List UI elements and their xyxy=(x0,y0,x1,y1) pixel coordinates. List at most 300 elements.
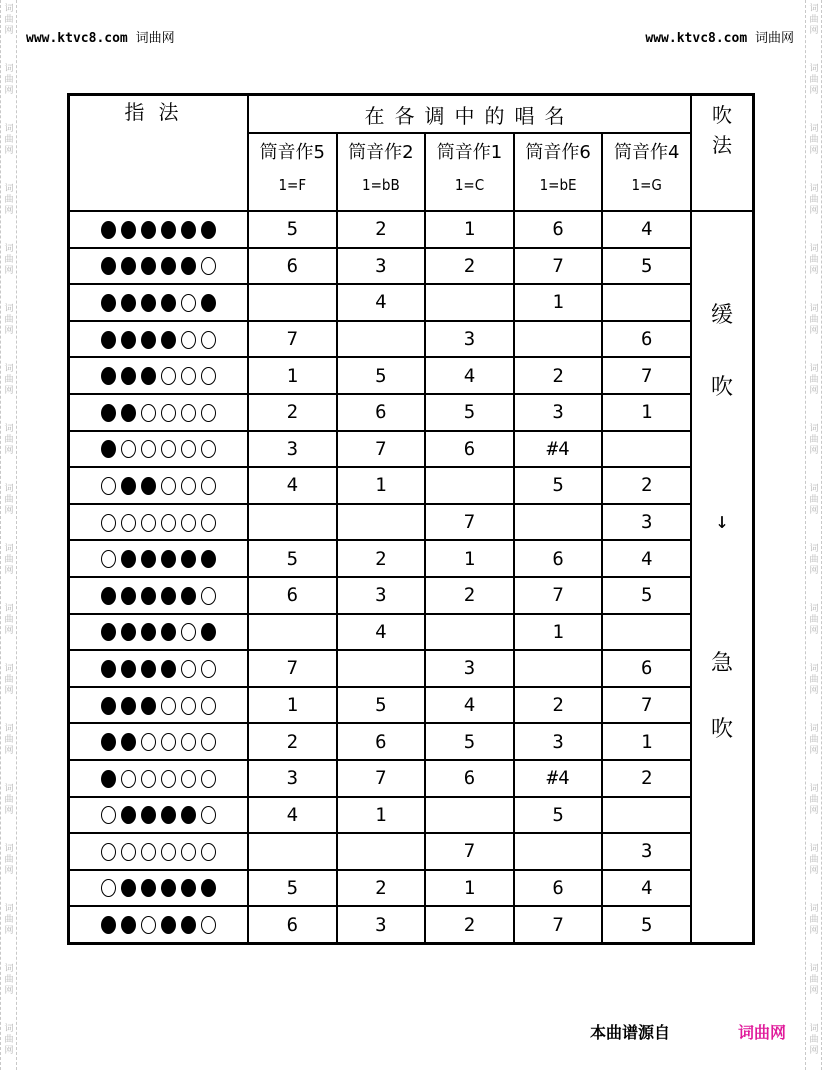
note-cell: 1 xyxy=(248,357,337,394)
fingering-cell xyxy=(69,577,249,614)
table-row xyxy=(69,723,754,760)
note-cell xyxy=(248,504,337,541)
closed-hole-icon xyxy=(121,623,136,641)
closed-hole-icon xyxy=(181,257,196,275)
open-hole-icon xyxy=(121,843,136,861)
note-cell xyxy=(337,833,426,870)
table-row xyxy=(69,248,754,285)
note-cell xyxy=(602,431,691,468)
note-cell: 7 xyxy=(248,321,337,358)
fingering-cell xyxy=(69,833,249,870)
note-cell: 4 xyxy=(602,211,691,248)
closed-hole-icon xyxy=(181,916,196,934)
note-cell: 4 xyxy=(602,540,691,577)
key-header-key: 1=C xyxy=(454,176,485,194)
open-hole-icon xyxy=(201,733,216,751)
open-hole-icon xyxy=(161,770,176,788)
note-cell xyxy=(514,321,603,358)
watermark-mark: 词 曲 网 xyxy=(4,184,14,216)
table-row xyxy=(69,797,754,834)
note-cell: 6 xyxy=(514,211,603,248)
note-cell: 6 xyxy=(514,540,603,577)
closed-hole-icon xyxy=(181,221,196,239)
note-cell xyxy=(514,833,603,870)
table-row xyxy=(69,760,754,797)
note-cell: 2 xyxy=(425,906,514,943)
note-cell: 3 xyxy=(248,760,337,797)
fingering-cell xyxy=(69,467,249,504)
note-cell: 7 xyxy=(337,431,426,468)
open-hole-icon xyxy=(201,806,216,824)
keys-group-header: 在各调中的唱名 xyxy=(248,95,691,134)
key-header-name: 筒音作4 xyxy=(613,142,680,163)
note-cell: 5 xyxy=(248,211,337,248)
closed-hole-icon xyxy=(101,294,116,312)
closed-hole-icon xyxy=(121,916,136,934)
key-header xyxy=(425,133,514,211)
open-hole-icon xyxy=(181,367,196,385)
site-url-left-domain: www.ktvc8.com xyxy=(26,31,128,46)
open-hole-icon xyxy=(201,440,216,458)
closed-hole-icon xyxy=(121,879,136,897)
watermark-mark: 词 曲 网 xyxy=(4,724,14,756)
watermark-mark: 词 曲 网 xyxy=(4,1024,14,1056)
open-hole-icon xyxy=(181,331,196,349)
source-brand-link[interactable]: 词曲网 xyxy=(738,1023,787,1042)
open-hole-icon xyxy=(181,404,196,422)
note-cell: 5 xyxy=(248,870,337,907)
closed-hole-icon xyxy=(181,550,196,568)
open-hole-icon xyxy=(201,587,216,605)
watermark-mark: 词 曲 网 xyxy=(809,844,819,876)
fingering-cell xyxy=(69,650,249,687)
note-cell: 5 xyxy=(425,394,514,431)
key-header xyxy=(337,133,426,211)
closed-hole-icon xyxy=(141,294,156,312)
key-header-key: 1=G xyxy=(631,176,662,194)
key-header-key: 1=F xyxy=(278,176,307,194)
closed-hole-icon xyxy=(201,879,216,897)
key-header xyxy=(514,133,603,211)
open-hole-icon xyxy=(141,440,156,458)
open-hole-icon xyxy=(181,623,196,641)
table-row xyxy=(69,833,754,870)
closed-hole-icon xyxy=(181,587,196,605)
closed-hole-icon xyxy=(161,550,176,568)
note-cell: 1 xyxy=(602,394,691,431)
note-cell: 7 xyxy=(514,248,603,285)
closed-hole-icon xyxy=(161,587,176,605)
table-row xyxy=(69,577,754,614)
table-row xyxy=(69,504,754,541)
note-cell xyxy=(514,650,603,687)
note-cell xyxy=(425,614,514,651)
note-cell: 1 xyxy=(425,870,514,907)
note-cell: 2 xyxy=(425,248,514,285)
note-cell: 3 xyxy=(425,650,514,687)
closed-hole-icon xyxy=(101,257,116,275)
note-cell: 7 xyxy=(425,504,514,541)
table-row xyxy=(69,394,754,431)
closed-hole-icon xyxy=(141,660,156,678)
note-cell: 6 xyxy=(425,760,514,797)
open-hole-icon xyxy=(161,404,176,422)
closed-hole-icon xyxy=(121,660,136,678)
note-cell xyxy=(425,797,514,834)
note-cell: 1 xyxy=(514,614,603,651)
open-hole-icon xyxy=(161,697,176,715)
left-watermark-strip xyxy=(0,0,17,1070)
closed-hole-icon xyxy=(121,257,136,275)
note-cell: 4 xyxy=(602,870,691,907)
note-cell: 5 xyxy=(337,687,426,724)
note-cell: 5 xyxy=(425,723,514,760)
closed-hole-icon xyxy=(201,221,216,239)
key-header xyxy=(602,133,691,211)
closed-hole-icon xyxy=(101,660,116,678)
note-cell: 1 xyxy=(425,540,514,577)
open-hole-icon xyxy=(161,477,176,495)
open-hole-icon xyxy=(141,843,156,861)
watermark-mark: 词 曲 网 xyxy=(809,604,819,636)
open-hole-icon xyxy=(181,477,196,495)
closed-hole-icon xyxy=(161,660,176,678)
open-hole-icon xyxy=(201,331,216,349)
closed-hole-icon xyxy=(101,623,116,641)
closed-hole-icon xyxy=(141,367,156,385)
note-cell: 2 xyxy=(337,211,426,248)
method-arrow: ↓ xyxy=(715,509,729,534)
closed-hole-icon xyxy=(121,477,136,495)
note-cell xyxy=(248,833,337,870)
note-cell: 3 xyxy=(337,906,426,943)
fingering-chart-table xyxy=(67,93,755,945)
open-hole-icon xyxy=(101,879,116,897)
note-cell: 7 xyxy=(514,906,603,943)
key-header-key: 1=bE xyxy=(539,176,577,194)
watermark-mark: 词 曲 网 xyxy=(809,364,819,396)
closed-hole-icon xyxy=(141,221,156,239)
fingering-cell xyxy=(69,357,249,394)
key-header-name: 筒音作1 xyxy=(436,142,503,163)
watermark-mark: 词 曲 网 xyxy=(4,844,14,876)
blowing-method-cell xyxy=(691,211,754,944)
open-hole-icon xyxy=(141,404,156,422)
table-row xyxy=(69,284,754,321)
closed-hole-icon xyxy=(141,879,156,897)
closed-hole-icon xyxy=(141,331,156,349)
note-cell: 5 xyxy=(602,906,691,943)
watermark-mark: 词 曲 网 xyxy=(809,304,819,336)
method-fast-char-1: 急 xyxy=(710,651,733,676)
watermark-mark: 词 曲 网 xyxy=(4,244,14,276)
watermark-mark: 词 曲 网 xyxy=(809,484,819,516)
open-hole-icon xyxy=(161,843,176,861)
open-hole-icon xyxy=(201,843,216,861)
closed-hole-icon xyxy=(121,404,136,422)
closed-hole-icon xyxy=(161,623,176,641)
watermark-mark: 词 曲 网 xyxy=(809,544,819,576)
watermark-mark: 词 曲 网 xyxy=(4,904,14,936)
fingering-cell xyxy=(69,248,249,285)
closed-hole-icon xyxy=(101,770,116,788)
fingering-cell xyxy=(69,870,249,907)
note-cell: 4 xyxy=(425,357,514,394)
note-cell: 1 xyxy=(248,687,337,724)
note-cell: 5 xyxy=(602,577,691,614)
key-header-name: 筒音作2 xyxy=(348,142,414,163)
open-hole-icon xyxy=(181,514,196,532)
method-column-header xyxy=(691,95,754,212)
closed-hole-icon xyxy=(201,623,216,641)
note-cell: 5 xyxy=(337,357,426,394)
watermark-mark: 词 曲 网 xyxy=(4,484,14,516)
note-cell: 6 xyxy=(602,321,691,358)
closed-hole-icon xyxy=(161,916,176,934)
closed-hole-icon xyxy=(161,806,176,824)
table-row xyxy=(69,906,754,943)
table-row xyxy=(69,870,754,907)
closed-hole-icon xyxy=(181,879,196,897)
open-hole-icon xyxy=(201,660,216,678)
note-cell xyxy=(248,284,337,321)
closed-hole-icon xyxy=(101,367,116,385)
fingering-cell xyxy=(69,540,249,577)
closed-hole-icon xyxy=(121,367,136,385)
open-hole-icon xyxy=(101,514,116,532)
note-cell: 6 xyxy=(248,577,337,614)
closed-hole-icon xyxy=(141,550,156,568)
watermark-mark: 词 曲 网 xyxy=(809,1024,819,1056)
closed-hole-icon xyxy=(201,550,216,568)
method-fast-char-2: 吹 xyxy=(710,717,733,742)
open-hole-icon xyxy=(121,770,136,788)
watermark-mark: 词 曲 网 xyxy=(4,124,14,156)
watermark-mark: 词 曲 网 xyxy=(809,4,819,36)
note-cell: 3 xyxy=(337,248,426,285)
note-cell: 5 xyxy=(602,248,691,285)
source-note: 本曲谱源自 xyxy=(590,1023,671,1042)
open-hole-icon xyxy=(141,514,156,532)
closed-hole-icon xyxy=(141,587,156,605)
note-cell: 2 xyxy=(248,394,337,431)
site-url-left[interactable] xyxy=(26,27,175,46)
watermark-mark: 词 曲 网 xyxy=(4,304,14,336)
note-cell: 6 xyxy=(337,394,426,431)
open-hole-icon xyxy=(141,733,156,751)
open-hole-icon xyxy=(201,770,216,788)
note-cell: 2 xyxy=(425,577,514,614)
note-cell xyxy=(337,321,426,358)
closed-hole-icon xyxy=(101,331,116,349)
fingering-cell xyxy=(69,431,249,468)
note-cell: 5 xyxy=(514,797,603,834)
note-cell: 2 xyxy=(248,723,337,760)
closed-hole-icon xyxy=(161,257,176,275)
open-hole-icon xyxy=(181,843,196,861)
note-cell: 2 xyxy=(337,870,426,907)
open-hole-icon xyxy=(141,916,156,934)
closed-hole-icon xyxy=(161,331,176,349)
note-cell: 1 xyxy=(337,797,426,834)
table-row xyxy=(69,687,754,724)
key-header-name: 筒音作5 xyxy=(259,142,326,163)
note-cell: #4 xyxy=(514,431,603,468)
note-cell xyxy=(514,504,603,541)
fingering-cell xyxy=(69,284,249,321)
watermark-mark: 词 曲 网 xyxy=(809,244,819,276)
watermark-mark: 词 曲 网 xyxy=(4,544,14,576)
open-hole-icon xyxy=(181,770,196,788)
watermark-mark: 词 曲 网 xyxy=(809,184,819,216)
key-header xyxy=(248,133,337,211)
table-row xyxy=(69,431,754,468)
closed-hole-icon xyxy=(101,697,116,715)
note-cell: 3 xyxy=(602,833,691,870)
note-cell: 6 xyxy=(248,906,337,943)
open-hole-icon xyxy=(201,404,216,422)
note-cell: 7 xyxy=(602,357,691,394)
note-cell: 2 xyxy=(602,760,691,797)
method-header-char-2: 法 xyxy=(712,133,732,157)
open-hole-icon xyxy=(101,477,116,495)
watermark-mark: 词 曲 网 xyxy=(4,964,14,996)
watermark-mark: 词 曲 网 xyxy=(809,784,819,816)
note-cell xyxy=(602,797,691,834)
watermark-mark: 词 曲 网 xyxy=(4,4,14,36)
note-cell: 5 xyxy=(248,540,337,577)
closed-hole-icon xyxy=(181,806,196,824)
closed-hole-icon xyxy=(101,733,116,751)
fingering-cell xyxy=(69,723,249,760)
table-row xyxy=(69,650,754,687)
note-cell: 7 xyxy=(248,650,337,687)
open-hole-icon xyxy=(161,367,176,385)
note-cell: 2 xyxy=(602,467,691,504)
site-url-right-domain: www.ktvc8.com xyxy=(645,31,748,46)
watermark-mark: 词 曲 网 xyxy=(809,64,819,96)
note-cell: 4 xyxy=(425,687,514,724)
open-hole-icon xyxy=(201,367,216,385)
fingering-cell xyxy=(69,504,249,541)
watermark-mark: 词 曲 网 xyxy=(809,124,819,156)
closed-hole-icon xyxy=(121,294,136,312)
closed-hole-icon xyxy=(121,221,136,239)
table-row xyxy=(69,614,754,651)
watermark-mark: 词 曲 网 xyxy=(809,964,819,996)
watermark-mark: 词 曲 网 xyxy=(809,664,819,696)
closed-hole-icon xyxy=(141,257,156,275)
note-cell: 2 xyxy=(514,687,603,724)
open-hole-icon xyxy=(101,550,116,568)
closed-hole-icon xyxy=(101,440,116,458)
open-hole-icon xyxy=(181,294,196,312)
note-cell xyxy=(425,284,514,321)
open-hole-icon xyxy=(201,697,216,715)
open-hole-icon xyxy=(181,440,196,458)
watermark-mark: 词 曲 网 xyxy=(4,784,14,816)
closed-hole-icon xyxy=(141,697,156,715)
note-cell: #4 xyxy=(514,760,603,797)
open-hole-icon xyxy=(201,257,216,275)
watermark-mark: 词 曲 网 xyxy=(809,724,819,756)
note-cell: 3 xyxy=(514,723,603,760)
fingering-cell xyxy=(69,760,249,797)
fingering-column-header: 指法 xyxy=(69,95,249,212)
table-row xyxy=(69,467,754,504)
note-cell: 3 xyxy=(248,431,337,468)
open-hole-icon xyxy=(161,440,176,458)
note-cell xyxy=(248,614,337,651)
open-hole-icon xyxy=(181,733,196,751)
table-row xyxy=(69,540,754,577)
watermark-mark: 词 曲 网 xyxy=(4,604,14,636)
closed-hole-icon xyxy=(201,294,216,312)
closed-hole-icon xyxy=(141,806,156,824)
note-cell xyxy=(425,467,514,504)
table-row xyxy=(69,357,754,394)
closed-hole-icon xyxy=(161,294,176,312)
closed-hole-icon xyxy=(101,404,116,422)
open-hole-icon xyxy=(141,770,156,788)
open-hole-icon xyxy=(201,477,216,495)
open-hole-icon xyxy=(181,660,196,678)
closed-hole-icon xyxy=(101,587,116,605)
site-url-right-brand: 词曲网 xyxy=(754,31,794,46)
key-header-key: 1=bB xyxy=(362,176,400,194)
open-hole-icon xyxy=(121,514,136,532)
note-cell: 2 xyxy=(337,540,426,577)
note-cell: 7 xyxy=(602,687,691,724)
closed-hole-icon xyxy=(121,587,136,605)
note-cell xyxy=(602,284,691,321)
note-cell: 3 xyxy=(602,504,691,541)
note-cell: 6 xyxy=(514,870,603,907)
closed-hole-icon xyxy=(121,733,136,751)
key-header-name: 筒音作6 xyxy=(525,142,591,163)
note-cell: 5 xyxy=(514,467,603,504)
note-cell: 4 xyxy=(337,284,426,321)
note-cell: 1 xyxy=(514,284,603,321)
watermark-mark: 词 曲 网 xyxy=(4,664,14,696)
note-cell: 2 xyxy=(514,357,603,394)
note-cell xyxy=(602,614,691,651)
fingering-cell xyxy=(69,614,249,651)
note-cell: 3 xyxy=(514,394,603,431)
closed-hole-icon xyxy=(161,879,176,897)
open-hole-icon xyxy=(161,733,176,751)
note-cell: 1 xyxy=(425,211,514,248)
closed-hole-icon xyxy=(121,806,136,824)
site-url-right[interactable] xyxy=(645,27,794,46)
note-cell: 4 xyxy=(248,797,337,834)
watermark-mark: 词 曲 网 xyxy=(4,64,14,96)
open-hole-icon xyxy=(201,916,216,934)
note-cell: 7 xyxy=(514,577,603,614)
closed-hole-icon xyxy=(161,221,176,239)
watermark-mark: 词 曲 网 xyxy=(809,904,819,936)
open-hole-icon xyxy=(101,843,116,861)
watermark-mark: 词 曲 网 xyxy=(4,424,14,456)
site-url-left-brand: 词曲网 xyxy=(135,31,175,46)
note-cell: 3 xyxy=(337,577,426,614)
note-cell: 1 xyxy=(337,467,426,504)
fingering-cell xyxy=(69,211,249,248)
method-header-char-1: 吹 xyxy=(712,103,732,127)
closed-hole-icon xyxy=(141,477,156,495)
right-watermark-strip xyxy=(805,0,822,1070)
note-cell: 6 xyxy=(602,650,691,687)
